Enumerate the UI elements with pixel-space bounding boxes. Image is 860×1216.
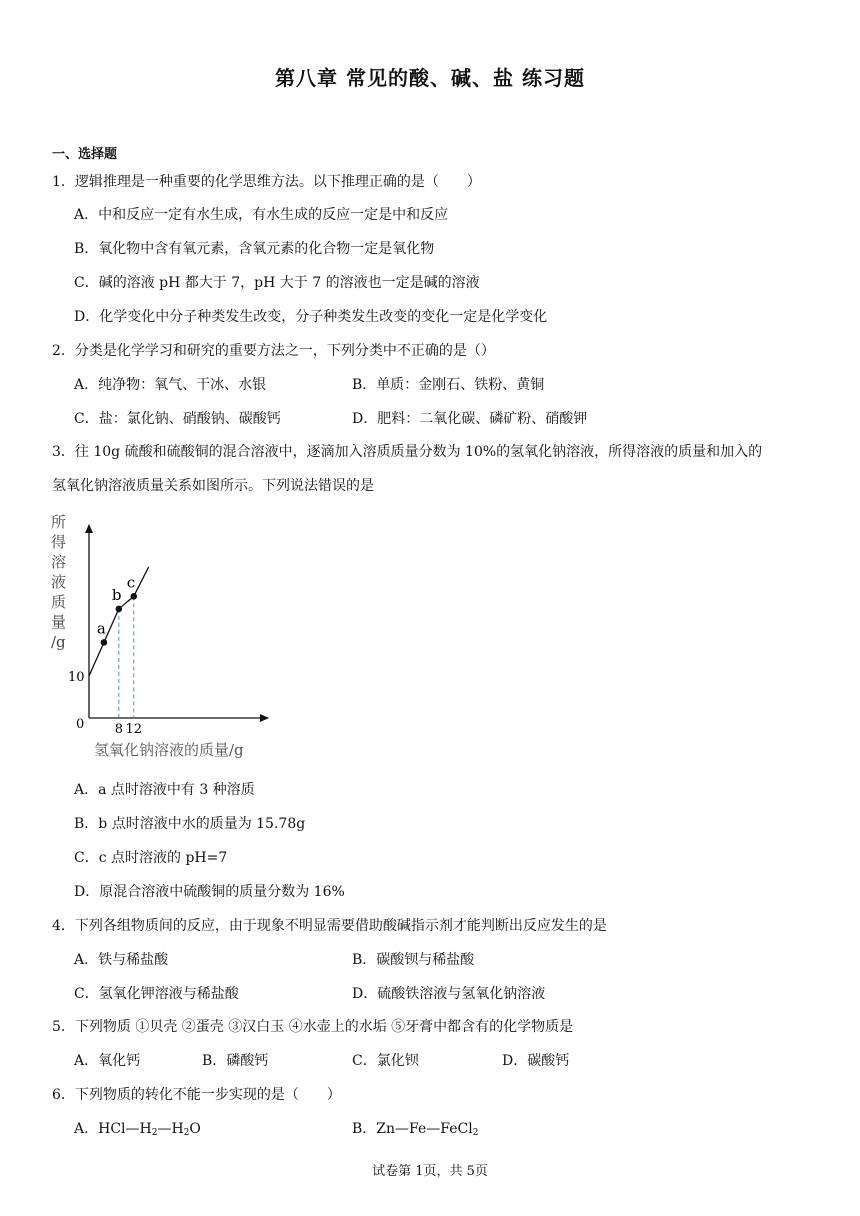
- y-axis-label-char: 质: [51, 593, 67, 611]
- question-4-option-b: B．碳酸钡与稀盐酸: [352, 952, 475, 968]
- question-5-option-c: C．氯化钡: [352, 1053, 419, 1069]
- question-4-option-d: D．硫酸铁溶液与氢氧化钠溶液: [352, 986, 546, 1002]
- question-2-option-c: C．盐：氯化钠、硝酸钠、碳酸钙: [74, 411, 281, 427]
- question-5-option-a: A．氧化钙: [74, 1053, 141, 1069]
- section-heading: 一、选择题: [52, 147, 118, 162]
- question-2-stem: 2．分类是化学学习和研究的重要方法之一，下列分类中不正确的是（）: [52, 343, 495, 359]
- question-4-stem: 4．下列各组物质间的反应，由于现象不明显需要借助酸碱指示剂才能判断出反应发生的是: [52, 918, 607, 934]
- question-1-option-c: C．碱的溶液 pH 都大于 7，pH 大于 7 的溶液也一定是碱的溶液: [74, 275, 480, 291]
- question-5-stem: 5．下列物质 ①贝壳 ②蛋壳 ③汉白玉 ④水壶上的水垢 ⑤牙膏中都含有的化学物质是: [52, 1019, 574, 1035]
- question-2-option-b: B．单质：金刚石、铁粉、黄铜: [352, 377, 545, 393]
- question-1-option-b: B．氧化物中含有氧元素，含氧元素的化合物一定是氧化物: [74, 241, 435, 257]
- y-axis-label-char: 所: [51, 513, 67, 531]
- question-1-option-d: D．化学变化中分子种类发生改变，分子种类发生改变的变化一定是化学变化: [74, 309, 548, 325]
- question-6-option-a: A．$HCl—H_2—H_2O$: [74, 1121, 201, 1138]
- point-label-b: b: [111, 585, 122, 604]
- question-6-option-b: B．Zn—Fe—FeCl$_2$: [352, 1121, 479, 1138]
- question-5-option-d: D．碳酸钙: [502, 1053, 570, 1069]
- point-c: [130, 593, 137, 600]
- question-3-option-b: B．b 点时溶液中水的质量为 15.78g: [74, 816, 306, 832]
- question-3-stem-line2: 氢氧化钠溶液质量关系如图所示。下列说法错误的是: [52, 478, 374, 494]
- question-2-option-a: A．纯净物：氧气、干冰、水银: [74, 377, 267, 393]
- solution-mass-chart: [50, 505, 280, 767]
- x-tick-label: 8: [114, 722, 123, 737]
- x-axis-label: 氢氧化钠溶液的质量/g: [94, 741, 244, 759]
- page-title: 第八章 常见的酸、碱、盐 练习题: [275, 66, 585, 90]
- question-4-option-c: C．氢氧化钾溶液与稀盐酸: [74, 986, 239, 1002]
- question-1-stem: 1．逻辑推理是一种重要的化学思维方法。以下推理正确的是（ ）: [52, 174, 481, 190]
- point-b: [116, 606, 123, 613]
- point-label-a: a: [96, 619, 106, 638]
- y-tick-label: 10: [68, 670, 85, 686]
- question-3-option-a: A．a 点时溶液中有 3 种溶质: [74, 782, 255, 798]
- x-tick-label: 12: [125, 722, 143, 737]
- y-axis-label-char: 得: [51, 533, 67, 551]
- question-2-option-d: D．肥料：二氧化碳、磷矿粉、硝酸钾: [352, 411, 588, 427]
- question-6-stem: 6．下列物质的转化不能一步实现的是（ ）: [52, 1087, 341, 1103]
- question-3-stem-line1: 3．往 10g 硫酸和硫酸铜的混合溶液中，逐滴加入溶质质量分数为 10%的氢氧化钠溶液，所得溶液的质量和加入的: [52, 444, 763, 460]
- question-3-option-c: C．c 点时溶液的 pH=7: [74, 850, 228, 866]
- point-a: [101, 639, 108, 646]
- question-5-option-b: B．磷酸钙: [202, 1053, 269, 1069]
- y-axis-label-char: 溶: [51, 553, 67, 571]
- question-1-option-a: A．中和反应一定有水生成，有水生成的反应一定是中和反应: [74, 207, 449, 223]
- y-axis-label-char: 液: [51, 573, 67, 591]
- question-4-option-a: A．铁与稀盐酸: [74, 952, 169, 968]
- page-footer: 试卷第 1页，共 5页: [372, 1164, 488, 1179]
- point-label-c: c: [126, 573, 136, 592]
- y-axis-label-char: 量: [51, 613, 67, 631]
- y-axis-label-char: /g: [51, 633, 66, 651]
- question-3-option-d: D．原混合溶液中硫酸铜的质量分数为 16%: [74, 884, 345, 900]
- origin-label: 0: [76, 717, 85, 732]
